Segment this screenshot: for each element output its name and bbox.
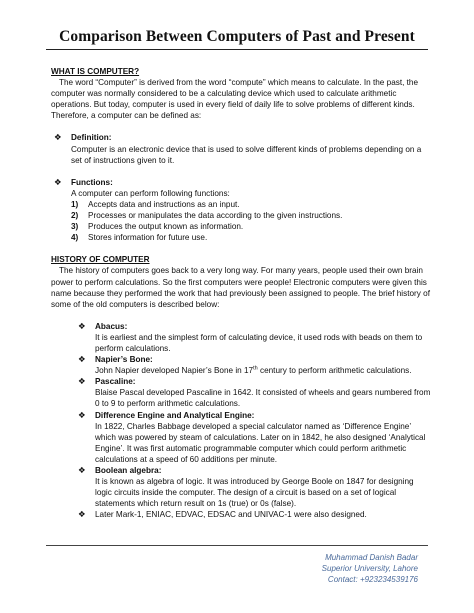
section-heading-history: HISTORY OF COMPUTER <box>51 255 150 265</box>
abacus-heading: ❖ Abacus: <box>78 320 128 331</box>
diamond-bullet-icon: ❖ <box>54 176 62 187</box>
author-name: Muhammad Danish Badar <box>325 553 418 562</box>
footer-divider <box>46 545 428 546</box>
list-item: 2) Processes or manipulates the data according to the given instructions. <box>71 211 343 221</box>
functions-intro: A computer can perform following functions: <box>71 188 230 198</box>
list-item: 3) Produces the output known as information. <box>71 222 244 232</box>
diamond-bullet-icon: ❖ <box>78 320 86 331</box>
later-computers-item: ❖ Later Mark-1, ENIAC, EDVAC, EDSAC and UNIVAC-1 were also designed. <box>78 509 367 520</box>
functions-list <box>51 199 431 243</box>
old-computers-list <box>51 321 431 521</box>
definition-text: Computer is an electronic device that is used to solve different kinds of problems depending on a set of instructions given to it. <box>71 144 422 165</box>
author-contact: Contact: +923234539176 <box>327 575 418 585</box>
diamond-bullet-icon: ❖ <box>78 509 86 520</box>
napier-text: John Napier developed Napier’s Bone in 17th century to perform arithmetic calculations. <box>95 365 412 376</box>
author-university: Superior University, Lahore <box>321 564 418 574</box>
what-intro-paragraph: The word “Computer” is derived from the word “compute” which means to calculate. In the past, the computer was normally considered to be a calculating device which used to calculate arithmetic operations. But today, computer is used in every field of daily life to solve problems of different kinds. Therefore, a computer can be defined as: <box>51 78 419 121</box>
napier-heading: ❖ Napier’s Bone: <box>78 354 153 365</box>
pascaline-heading: ❖ Pascaline: <box>78 376 136 387</box>
diamond-bullet-icon: ❖ <box>78 354 86 365</box>
list-item: 1) Accepts data and instructions as an input. <box>71 199 240 209</box>
page-title: Comparison Between Computers of Past and Present <box>59 28 415 45</box>
history-intro-paragraph: The history of computers goes back to a very long way. For many years, people used their own brain power to perform calculations. So the first computers were people! Electronic computers were given this name because they performed the work that had previously been assigned to people. The brief history of some of the old computers is described below: <box>51 266 430 309</box>
functions-heading: ❖ Functions: <box>54 176 113 187</box>
diamond-bullet-icon: ❖ <box>78 376 86 387</box>
title-underline <box>46 49 428 50</box>
footer-credits <box>322 552 418 586</box>
pascaline-text: Blaise Pascal developed Pascaline in 1642. It consisted of wheels and gears numbered from 0 to 9 to perform arithmetic calculations. <box>95 388 431 409</box>
diamond-bullet-icon: ❖ <box>78 465 86 475</box>
difference-engine-heading: ❖ Difference Engine and Analytical Engine: <box>78 409 255 420</box>
definition-heading: ❖ Definition: <box>54 132 112 143</box>
difference-engine-text: In 1822, Charles Babbage developed a special calculator named as ‘Difference Engine’ which was powered by steam of calculations. Later on in 1842, he also designed ‘Analytical Engine’. It was first automatic programmable computer which could perform arithmetic calculations at a speed of 60 additions per minute. <box>95 421 426 464</box>
list-item: 4) Stores information for future use. <box>71 233 208 243</box>
section-heading-what: WHAT IS COMPUTER? <box>51 67 140 76</box>
boolean-algebra-text: It is known as algebra of logic. It was introduced by George Boole on 1847 for designing logic circuits inside the computer. The design of a circuit is based on a set of logical statements which return result on 1s (true) or 0s (false). <box>95 477 414 509</box>
boolean-algebra-heading: ❖ Boolean algebra: <box>78 465 162 475</box>
diamond-bullet-icon: ❖ <box>54 132 62 143</box>
document-body <box>51 66 431 520</box>
abacus-text: It is earliest and the simplest form of calculating device, it used rods with beads on them to perform calculations. <box>95 332 423 353</box>
diamond-bullet-icon: ❖ <box>78 409 86 420</box>
